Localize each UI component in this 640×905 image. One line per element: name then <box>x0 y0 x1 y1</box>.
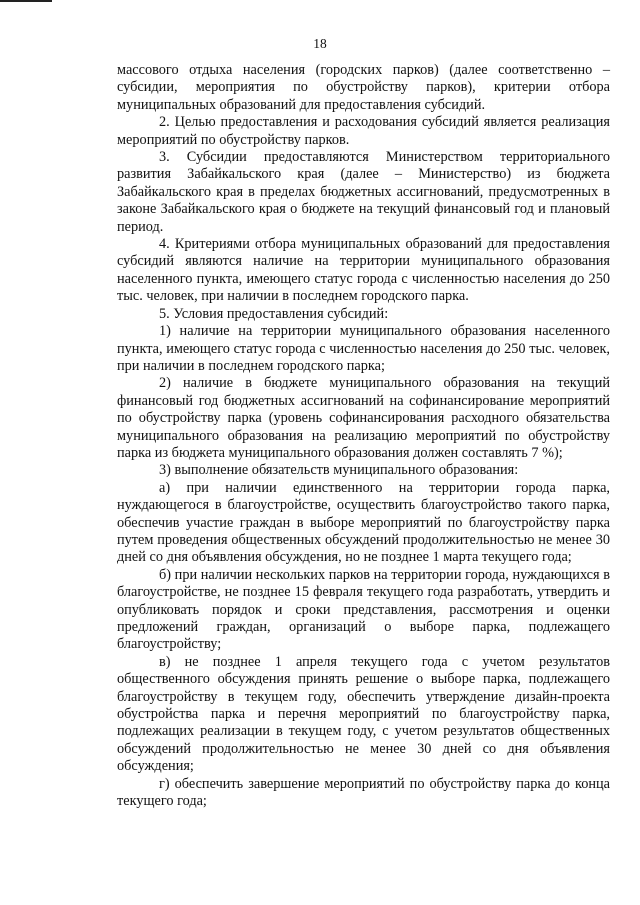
paragraph: в) не позднее 1 апреля текущего года с учетом результатов общественного обсуждения принять решение о выборе парка, подлежащего благоустройству в текущем году, обеспечить утверждение дизайн-проекта обустройства парка и перечня мероприятий по благоустройству парка, подлежащих реализации в текущем году, с учетом результатов общественных обсуждений продолжительностью не менее 30 дней со дня объявления обсуждения; <box>117 653 610 775</box>
paragraph: массового отдыха населения (городских парков) (далее соответственно – субсидии, мероприятия по обустройству парков), критерии отбора муниципальных образований для предоставления субсидий. <box>117 62 610 113</box>
paragraph: 4. Критериями отбора муниципальных образований для предоставления субсидий являются наличие на территории муниципального образования населенного пункта, имеющего статус города с численностью населения до 250 тыс. человек, при наличии в последнем городского парка. <box>117 236 610 305</box>
paragraph: 1) наличие на территории муниципального образования населенного пункта, имеющего статус города с численностью населения до 250 тыс. человек, при наличии в последнем городского парка; <box>117 323 610 374</box>
paragraph: 2. Целью предоставления и расходования субсидий является реализация мероприятий по обустройству парков. <box>117 114 610 148</box>
paragraph: 5. Условия предоставления субсидий: <box>159 305 389 322</box>
document-body <box>117 62 610 810</box>
paragraph: 3) выполнение обязательств муниципального образования: <box>159 462 519 479</box>
scan-corner-mark <box>0 0 52 2</box>
paragraph: 3. Субсидии предоставляются Министерством территориального развития Забайкальского края (далее – Министерство) из бюджета Забайкальского края в пределах бюджетных ассигнований, предусмотренных в законе Забайкальского края о бюджете на текущий финансовый год и плановый период. <box>117 149 610 235</box>
paragraph: а) при наличии единственного на территории города парка, нуждающегося в благоустройстве, осуществить благоустройство такого парка, обеспечив участие граждан в выборе мероприятий по благоустройству парка путем проведения общественных обсуждений продолжительностью не менее 30 дней со дня объявления обсуждения, но не позднее 1 марта текущего года; <box>117 479 610 566</box>
page-number: 18 <box>313 36 327 51</box>
paragraph: б) при наличии нескольких парков на территории города, нуждающихся в благоустройстве, не позднее 15 февраля текущего года разработать, утвердить и опубликовать порядок и сроки представления, рассмотрения и оценки предложений граждан, организаций о выборе парка, подлежащего благоустройству; <box>117 566 610 653</box>
paragraph: 2) наличие в бюджете муниципального образования на текущий финансовый год бюджетных ассигнований на софинансирование мероприятий по обустройству парка (уровень софинансирования расходного обязательства муниципального образования на реализацию мероприятий по обустройству парка из бюджета муниципального образования должен составлять 7 %); <box>117 375 610 461</box>
paragraph: г) обеспечить завершение мероприятий по обустройству парка до конца текущего года; <box>117 775 610 810</box>
